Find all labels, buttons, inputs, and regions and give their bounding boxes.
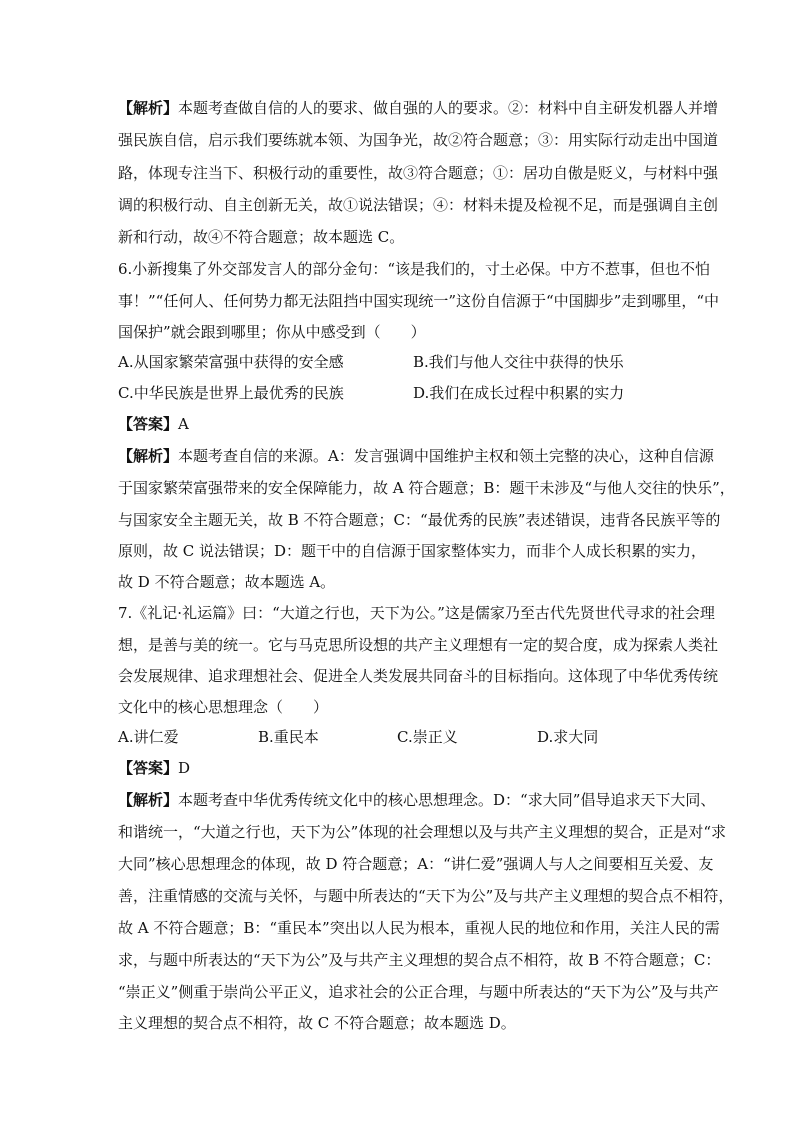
q7-option-d: D.求大同 xyxy=(537,728,599,746)
q7-stem-line-1: 7.《礼记·礼运篇》曰：“大道之行也，天下为公。”这是儒家乃至古代先贤世代寻求的社会理 xyxy=(118,604,715,622)
q6-option-b: B.我们与他人交往中获得的快乐 xyxy=(413,353,624,371)
q7-analysis-line-3: 大同”核心思想理念的体现，故 D 符合题意；A：“讲仁爱”强调人与人之间要相互关爱、友 xyxy=(118,855,714,873)
q5-analysis-line-5: 新和行动，故④不符合题意；故本题选 C。 xyxy=(118,228,405,246)
analysis-label: 【解析】 xyxy=(118,447,179,465)
q6-analysis-line-3: 与国家安全主题无关，故 B 不符合题意；C：“最优秀的民族”表述错误，违背各民族平等的 xyxy=(118,511,721,529)
q6-option-a: A.从国家繁荣富强中获得的安全感 xyxy=(118,353,344,371)
q6-stem-line-1: 6.小新搜集了外交部发言人的部分金句：“该是我们的，寸土必保。中方不惹事，但也不怕 xyxy=(118,260,710,278)
q7-analysis-line-2: 和谐统一，“大道之行也，天下为公”体现的社会理想以及与共产主义理想的契合，正是对“求 xyxy=(118,823,727,841)
q6-analysis-line-4: 原则，故 C 说法错误；D：题干中的自信源于国家整体实力，而非个人成长积累的实力， xyxy=(118,542,707,560)
q6-answer xyxy=(118,414,189,434)
q6-option-c: C.中华民族是世界上最优秀的民族 xyxy=(118,384,344,402)
q5-analysis-line-3: 路，体现专注当下、积极行动的重要性，故③符合题意；①：居功自傲是贬义，与材料中强 xyxy=(118,164,719,182)
answer-value: D xyxy=(178,759,191,777)
q7-stem-line-2: 想，是善与美的统一。它与马克思所设想的共产主义理想有一定的契合度，成为探索人类社 xyxy=(118,636,719,654)
q5-analysis-line-4: 调的积极行动、自主创新无关，故①说法错误；④：材料未提及检视不足，而是强调自主创 xyxy=(118,196,719,214)
q7-option-b: B.重民本 xyxy=(258,728,319,746)
q7-answer xyxy=(118,758,190,778)
q6-analysis-line-2: 于国家繁荣富强带来的安全保障能力，故 A 符合题意；B：题干未涉及“与他人交往的快乐”， xyxy=(118,479,735,497)
q5-analysis-line-1: 【解析】本题考查做自信的人的要求、做自强的人的要求。②：材料中自主研发机器人并增 xyxy=(118,99,719,117)
q7-analysis-line-4: 善，注重情感的交流与关怀，与题中所表达的“天下为公”及与共产主义理想的契合点不相符， xyxy=(118,887,734,905)
q6-analysis-line-1: 【解析】本题考查自信的来源。A：发言强调中国维护主权和领土完整的决心，这种自信源 xyxy=(118,447,714,465)
q7-option-c: C.崇正义 xyxy=(397,728,458,746)
q7-stem-line-3: 会发展规律、追求理想社会、促进全人类发展共同奋斗的目标指向。这体现了中华优秀传统 xyxy=(118,667,719,685)
q7-analysis-line-8: 主义理想的契合点不相符，故 C 不符合题意；故本题选 D。 xyxy=(118,1014,516,1032)
q7-analysis-line-5: 故 A 不符合题意；B：“重民本”突出以人民为根本，重视人民的地位和作用，关注人民的需 xyxy=(118,919,720,937)
q6-option-d: D.我们在成长过程中积累的实力 xyxy=(413,384,625,402)
q6-analysis-line-5: 故 D 不符合题意；故本题选 A。 xyxy=(118,573,336,591)
analysis-label: 【解析】 xyxy=(118,791,179,809)
analysis-label: 【解析】 xyxy=(118,99,179,117)
answer-label: 【答案】 xyxy=(118,415,179,433)
answer-value: A xyxy=(178,415,189,433)
answer-label: 【答案】 xyxy=(118,759,179,777)
q7-stem-line-4: 文化中的核心思想理念（ ） xyxy=(118,698,329,716)
q7-analysis-line-6: 求，与题中所表达的“天下为公”及与共产主义理想的契合点不相符，故 B 不符合题意；C： xyxy=(118,951,721,969)
q7-option-a: A.讲仁爱 xyxy=(118,728,179,746)
q6-stem-line-2: 事！”“任何人、任何势力都无法阻挡中国实现统一”这份自信源于“中国脚步”走到哪里，“中 xyxy=(118,292,720,310)
q5-analysis-line-2: 强民族自信，启示我们要练就本领、为国争光，故②符合题意；③：用实际行动走出中国道 xyxy=(118,131,719,149)
q7-analysis-line-7: “崇正义”侧重于崇尚公平正义，追求社会的公正合理，与题中所表达的“天下为公”及与共产 xyxy=(118,983,719,1001)
q7-analysis-line-1: 【解析】本题考查中华优秀传统文化中的核心思想理念。D：“求大同”倡导追求天下大同、 xyxy=(118,791,716,809)
q6-stem-line-3: 国保护”就会跟到哪里；你从中感受到（ ） xyxy=(118,323,426,341)
